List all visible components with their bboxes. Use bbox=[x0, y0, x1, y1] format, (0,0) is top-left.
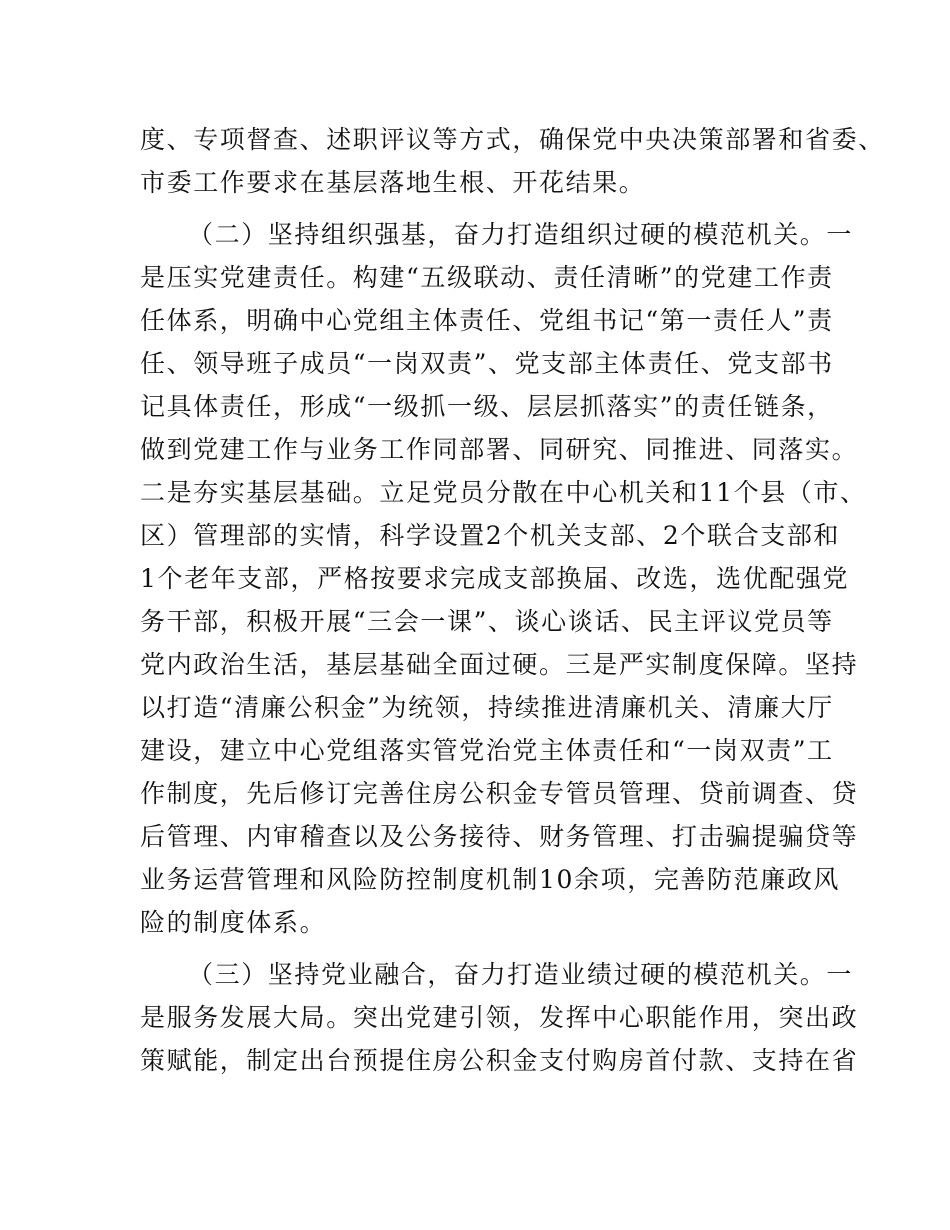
text-line: 是服务发展大局。突出党建引领，发挥中心职能作用，突出政 bbox=[140, 1003, 859, 1032]
text-line: 策赋能，制定出台预提住房公积金支付购房首付款、支持在省 bbox=[140, 1046, 859, 1075]
text-line: 度、专项督查、述职评议等方式，确保党中央决策部署和省委、 bbox=[140, 125, 885, 154]
text-line: 任、领导班子成员“一岗双责”、党支部主体责任、党支部书 bbox=[140, 349, 834, 378]
section-heading-line: （二）坚持组织强基，奋力打造组织过硬的模范机关。一 bbox=[188, 220, 854, 249]
text-line: 任体系，明确中心党组主体责任、党组书记“第一责任人”责 bbox=[140, 306, 834, 335]
text-line: 做到党建工作与业务工作同部署、同研究、同推进、同落实。 bbox=[140, 435, 859, 464]
text-line: 党内政治生活，基层基础全面过硬。三是严实制度保障。坚持 bbox=[140, 650, 859, 679]
text-line: 建设，建立中心党组落实管党治党主体责任和“一岗双责”工 bbox=[140, 736, 834, 765]
text-line: 务干部，积极开展“三会一课”、谈心谈话、民主评议党员等 bbox=[140, 607, 834, 636]
section-heading-line: （三）坚持党业融合，奋力打造业绩过硬的模范机关。一 bbox=[188, 960, 854, 989]
text-line: 业务运营管理和风险防控制度机制10余项，完善防范廉政风 bbox=[140, 865, 841, 894]
text-line: 1个老年支部，严格按要求完成支部换届、改选，选优配强党 bbox=[140, 564, 850, 593]
text-line: 记具体责任，形成“一级抓一级、层层抓落实”的责任链条， bbox=[140, 392, 834, 421]
text-line: 二是夯实基层基础。立足党员分散在中心机关和11个县（市、 bbox=[140, 478, 867, 507]
text-line: 险的制度体系。 bbox=[140, 908, 327, 937]
text-line: 后管理、内审稽查以及公务接待、财务管理、打击骗提骗贷等 bbox=[140, 822, 859, 851]
text-line: 市委工作要求在基层落地生根、开花结果。 bbox=[140, 168, 646, 197]
text-line: 是压实党建责任。构建“五级联动、责任清晰”的党建工作责 bbox=[140, 263, 834, 292]
text-line: 以打造“清廉公积金”为统领，持续推进清廉机关、清廉大厅 bbox=[140, 693, 834, 722]
text-line: 作制度，先后修订完善住房公积金专管员管理、贷前调查、贷 bbox=[140, 779, 859, 808]
text-line: 区）管理部的实情，科学设置2个机关支部、2个联合支部和 bbox=[140, 521, 841, 550]
